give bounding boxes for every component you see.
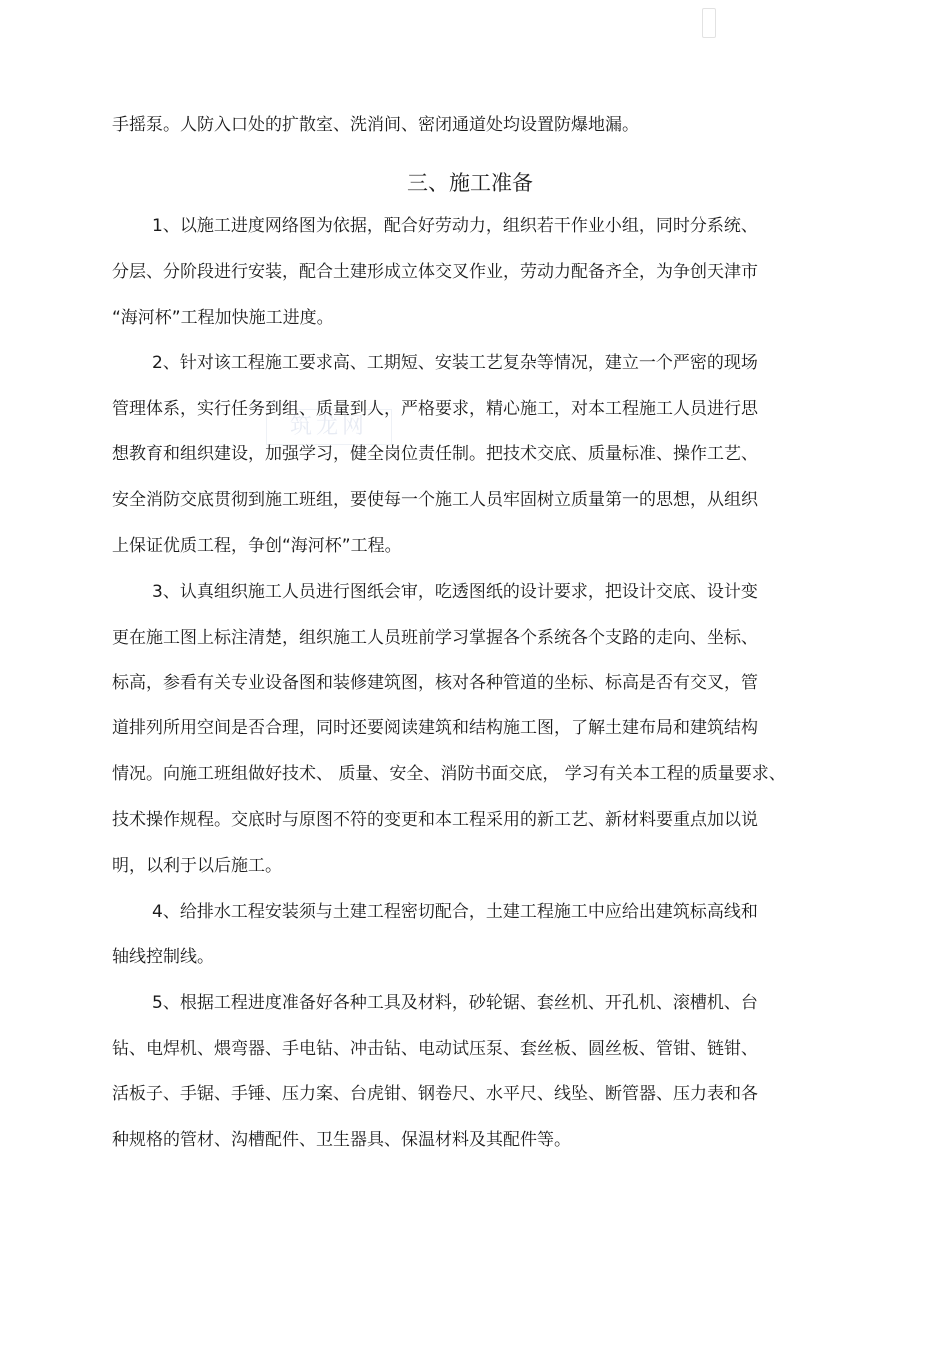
- paragraph-line: 上保证优质工程，争创“海河杯”工程。: [112, 536, 402, 556]
- opening-line: 手摇泵。人防入口处的扩散室、洗消间、密闭通道处均设置防爆地漏。: [112, 115, 639, 135]
- paragraph-line: 安全消防交底贯彻到施工班组，要使每一个施工人员牢固树立质量第一的思想，从组织: [112, 490, 758, 510]
- watermark: 筑龙网: [266, 409, 392, 445]
- paragraph-line: “海河杯”工程加快施工进度。: [112, 308, 334, 328]
- paragraph-line: 技术操作规程。交底时与原图不符的变更和本工程采用的新工艺、新材料要重点加以说: [112, 810, 758, 830]
- paragraph-line: 3、认真组织施工人员进行图纸会审，吃透图纸的设计要求，把设计交底、设计变: [152, 582, 758, 602]
- paragraph-line: 1、以施工进度网络图为依据，配合好劳动力，组织若干作业小组，同时分系统、: [152, 216, 758, 236]
- paragraph-line: 明，以利于以后施工。: [112, 856, 282, 876]
- paragraph-line: 想教育和组织建设，加强学习，健全岗位责任制。把技术交底、质量标准、操作工艺、: [112, 444, 758, 464]
- paragraph-line: 4、给排水工程安装须与土建工程密切配合，土建工程施工中应给出建筑标高线和: [152, 902, 758, 922]
- paragraph-line: 更在施工图上标注清楚，组织施工人员班前学习掌握各个系统各个支路的走向、坐标、: [112, 628, 758, 648]
- paragraph-line: 情况。向施工班组做好技术、 质量、安全、消防书面交底， 学习有关本工程的质量要求、: [112, 764, 786, 784]
- paragraph-line: 5、根据工程进度准备好各种工具及材料，砂轮锯、套丝机、开孔机、滚槽机、台: [152, 993, 758, 1013]
- paragraph-line: 管理体系，实行任务到组、质量到人，严格要求，精心施工，对本工程施工人员进行思: [112, 399, 758, 419]
- paragraph-line: 2、针对该工程施工要求高、工期短、安装工艺复杂等情况，建立一个严密的现场: [152, 353, 758, 373]
- paragraph-line: 轴线控制线。: [112, 947, 214, 967]
- paragraph-line: 种规格的管材、沟槽配件、卫生器具、保温材料及其配件等。: [112, 1130, 571, 1150]
- corner-tab-mark: [702, 8, 716, 38]
- paragraph-line: 活板子、手锯、手锤、压力案、台虎钳、钢卷尺、水平尺、线坠、断管器、压力表和各: [112, 1084, 758, 1104]
- paragraph-line: 分层、分阶段进行安装，配合土建形成立体交叉作业，劳动力配备齐全，为争创天津市: [112, 262, 758, 282]
- paragraph-line: 道排列所用空间是否合理，同时还要阅读建筑和结构施工图，了解土建布局和建筑结构: [112, 718, 758, 738]
- paragraph-line: 钻、电焊机、煨弯器、手电钻、冲击钻、电动试压泵、套丝板、圆丝板、管钳、链钳、: [112, 1039, 758, 1059]
- section-heading: 三、施工准备: [407, 171, 533, 195]
- paragraph-line: 标高，参看有关专业设备图和装修建筑图，核对各种管道的坐标、标高是否有交叉，管: [112, 673, 758, 693]
